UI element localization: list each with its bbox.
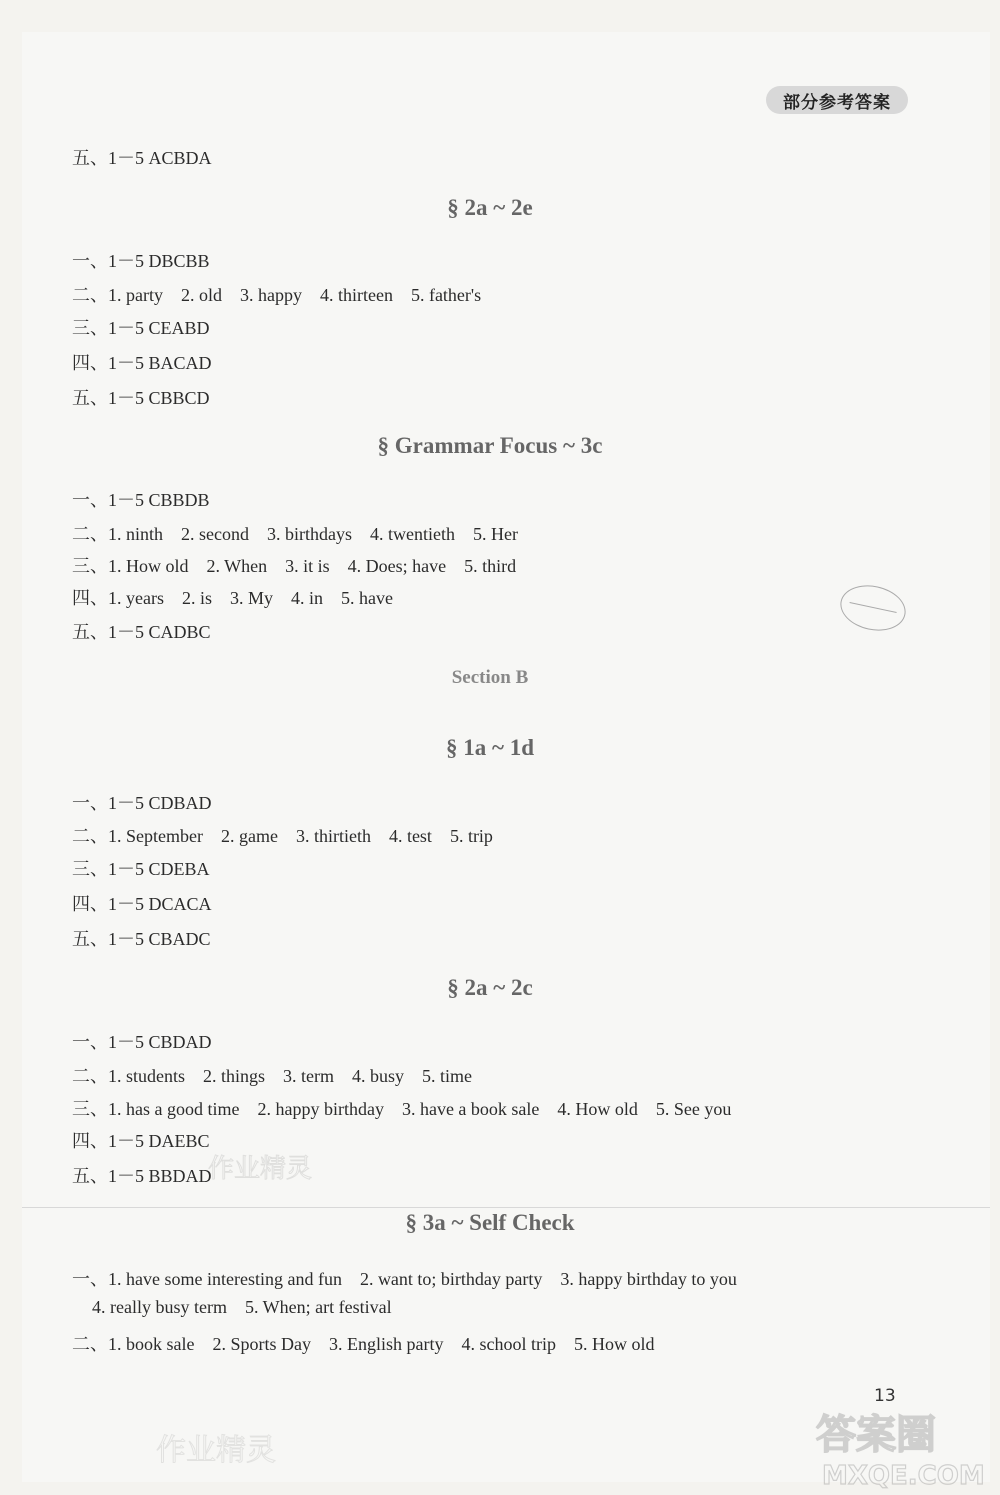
answer-line: 四、1－5 BACAD [72,353,212,373]
svg-text:作业精灵: 作业精灵 [208,1154,313,1184]
answer-line: 三、1－5 CEABD [72,318,210,338]
watermark-logo-a [206,1145,313,1187]
section-heading: § 2a ~ 2e [447,195,533,220]
section-heading: § Grammar Focus ~ 3c [377,433,603,458]
answer-line: 二、1. book sale 2. Sports Day 3. English party 4. school trip 5. How old [72,1334,655,1354]
svg-text:答案圈: 答案圈 [816,1412,936,1458]
section-subheading: Section B [451,667,529,688]
svg-text:作业精灵: 作业精灵 [156,1433,276,1468]
section-heading: § 2a ~ 2c [447,975,533,1000]
answer-line: 五、1－5 CBBCD [72,388,210,408]
answer-line: 三、1. How old 2. When 3. it is 4. Does; have 5. third [72,556,517,576]
answer-line: 一、1－5 DBCBB [72,251,210,271]
answer-line: 4. really busy term 5. When; art festival [92,1297,392,1317]
answer-line: 二、1. students 2. things 3. term 4. busy 5. time [72,1066,472,1086]
answer-line: 五、1－5 CADBC [72,622,211,642]
answer-line: 四、1－5 DAEBC [72,1131,210,1151]
site-logo [808,1402,994,1492]
section-heading: § 1a ~ 1d [445,735,534,760]
svg-text:MXQE.COM: MXQE.COM [822,1461,985,1491]
answer-line: 五、1－5 BBDAD [72,1166,212,1186]
answer-line: 三、1－5 CDEBA [72,859,210,879]
answer-line: 五、1－5 ACBDA [72,148,212,168]
answer-line: 二、1. party 2. old 3. happy 4. thirteen 5. father's [72,285,482,305]
answer-line: 三、1. has a good time 2. happy birthday 3. have a book sale 4. How old 5. See you [72,1099,732,1119]
answer-line: 一、1－5 CBBDB [72,490,210,510]
answer-line: 一、1－5 CDBAD [72,793,212,813]
answer-line: 二、1. September 2. game 3. thirtieth 4. test 5. trip [72,826,493,846]
answer-line: 四、1. years 2. is 3. My 4. in 5. have [72,588,393,608]
answer-line: 一、1－5 CBDAD [72,1032,212,1052]
page-divider [22,1207,990,1208]
answer-line: 五、1－5 CBADC [72,929,211,949]
section-badge: 部分参考答案 [766,86,908,114]
watermark-logo-b [154,1418,286,1474]
page-number: 13 [874,1386,896,1406]
answer-line: 四、1－5 DCACA [72,894,212,914]
section-heading: § 3a ~ Self Check [405,1210,575,1235]
answer-line: 二、1. ninth 2. second 3. birthdays 4. twentieth 5. Her [72,524,518,544]
answer-line: 一、1. have some interesting and fun 2. want to; birthday party 3. happy birthday to you [72,1269,737,1289]
